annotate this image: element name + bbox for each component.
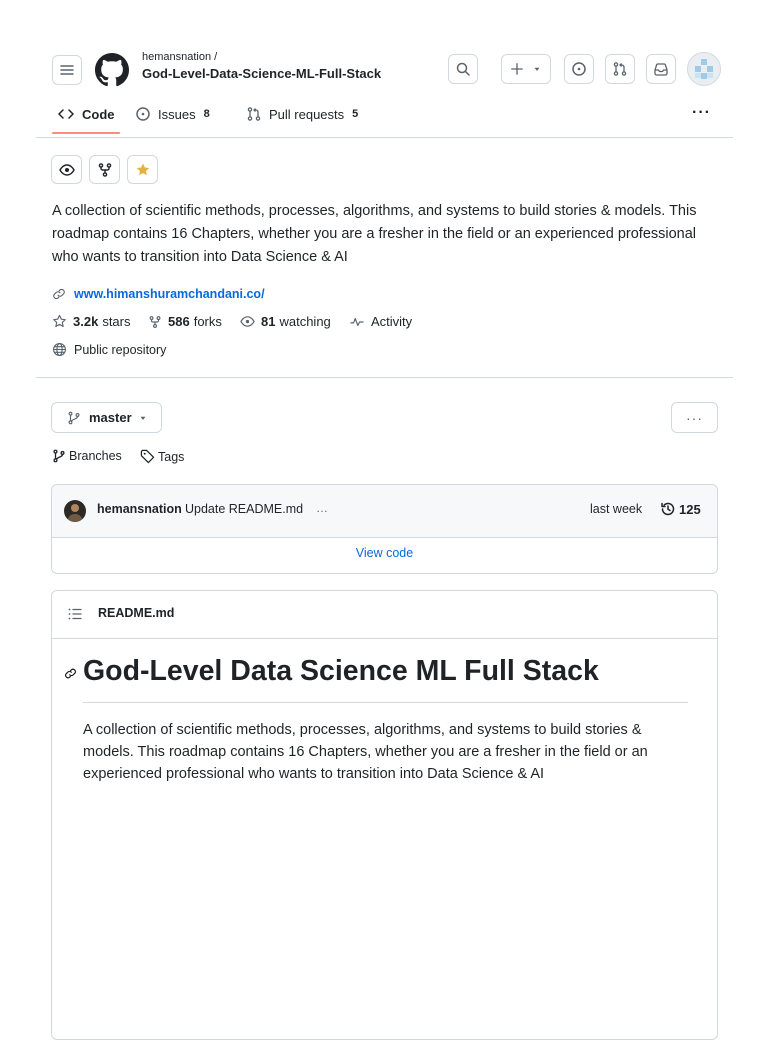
more-tabs-button[interactable]: ··· xyxy=(692,104,711,121)
avatar[interactable] xyxy=(687,52,721,86)
readme-title: God-Level Data Science ML Full Stack xyxy=(83,655,599,687)
repo-description: A collection of scientific methods, processes, algorithms, and systems to build stories & models. This roadmap contains 16 Chapters, whether you are a fresher in the field or an experienced professional who wants to transition into Data Science & AI xyxy=(52,203,697,265)
commit-message[interactable]: Update README.md xyxy=(185,502,304,516)
fork-button[interactable] xyxy=(89,155,120,184)
history-icon xyxy=(660,501,676,517)
watching-label: watching xyxy=(279,314,331,329)
commit-author[interactable]: hemansnation xyxy=(97,502,182,516)
branch-name: master xyxy=(89,410,132,425)
watching-link[interactable] xyxy=(240,314,331,329)
eye-icon xyxy=(59,162,75,178)
inbox-icon xyxy=(653,61,669,77)
tab-pull-requests[interactable] xyxy=(246,106,358,122)
search-icon xyxy=(455,61,471,77)
triangle-down-icon xyxy=(532,64,542,74)
kebab-horizontal-icon: ··· xyxy=(686,409,703,426)
latest-commit-box xyxy=(51,484,718,574)
tab-pull-requests-label: Pull requests xyxy=(269,106,345,122)
website-link[interactable]: www.himanshuramchandani.co/ xyxy=(74,287,265,301)
issue-opened-icon xyxy=(135,106,151,122)
git-branch-icon xyxy=(67,411,81,425)
branches-link[interactable] xyxy=(52,449,122,463)
tab-issues-label: Issues xyxy=(158,106,196,122)
create-new-button[interactable] xyxy=(501,54,551,84)
about-divider xyxy=(36,377,733,378)
pull-requests-counter: 5 xyxy=(352,108,359,120)
tab-issues[interactable] xyxy=(135,106,210,122)
link-icon xyxy=(52,287,66,301)
more-options-button[interactable] xyxy=(671,402,718,433)
forks-link[interactable] xyxy=(148,314,222,329)
readme-filename[interactable]: README.md xyxy=(98,606,175,620)
stars-label: stars xyxy=(102,314,131,329)
repo-forked-icon xyxy=(97,162,113,178)
visibility-label: Public repository xyxy=(74,342,167,357)
search-button[interactable] xyxy=(448,54,478,84)
list-unordered-icon xyxy=(67,606,83,622)
commit-expand-button[interactable]: … xyxy=(316,501,328,515)
commit-history-link[interactable] xyxy=(660,501,701,517)
readme-outline-button[interactable] xyxy=(67,606,83,622)
readme-title-rule xyxy=(83,702,688,703)
issues-counter: 8 xyxy=(203,108,210,120)
github-logo-icon[interactable] xyxy=(95,53,129,87)
hamburger-icon xyxy=(59,62,75,78)
repo-forked-icon xyxy=(148,315,162,329)
git-pull-request-icon xyxy=(612,61,628,77)
eye-icon xyxy=(240,314,255,329)
issues-button[interactable] xyxy=(564,54,594,84)
star-fill-icon xyxy=(135,162,151,178)
git-pull-request-icon xyxy=(246,106,262,122)
forks-count: 586 xyxy=(168,314,190,329)
issue-opened-icon xyxy=(571,61,587,77)
triangle-down-icon xyxy=(138,413,148,423)
commit-author-avatar[interactable] xyxy=(64,500,86,522)
readme-body: A collection of scientific methods, processes, algorithms, and systems to build stories & models. This roadmap contains 16 Chapters, whether you are a fresher in the field or an experienced professional who wants to transition into Data Science & AI xyxy=(83,722,648,782)
tags-link[interactable] xyxy=(140,449,184,464)
view-code-link[interactable]: View code xyxy=(355,546,414,560)
code-icon xyxy=(58,106,74,122)
visibility-row xyxy=(52,342,166,357)
branch-select-button[interactable] xyxy=(51,402,162,433)
heading-anchor-link[interactable] xyxy=(64,667,77,680)
tag-icon xyxy=(140,449,155,464)
branches-label: Branches xyxy=(69,449,122,463)
tab-selected-underline xyxy=(52,132,120,134)
globe-icon xyxy=(52,342,67,357)
commit-time: last week xyxy=(590,502,643,516)
readme-panel xyxy=(51,590,718,1040)
commit-count: 125 xyxy=(679,501,701,517)
watch-button[interactable] xyxy=(51,155,82,184)
watching-count: 81 xyxy=(261,314,276,329)
readme-header-divider xyxy=(52,638,717,639)
website-link-row[interactable] xyxy=(52,287,265,301)
stars-link[interactable] xyxy=(52,314,130,329)
git-branch-icon xyxy=(52,449,66,463)
tags-label: Tags xyxy=(158,449,185,464)
tab-code[interactable] xyxy=(58,106,115,122)
star-button[interactable] xyxy=(127,155,158,184)
pull-requests-button[interactable] xyxy=(605,54,635,84)
menu-button[interactable] xyxy=(52,55,82,85)
star-icon xyxy=(52,314,67,329)
inbox-button[interactable] xyxy=(646,54,676,84)
tab-code-label: Code xyxy=(82,106,115,122)
repo-owner-link[interactable]: hemansnation / xyxy=(142,51,218,63)
activity-label: Activity xyxy=(371,314,413,329)
link-icon xyxy=(64,667,77,680)
header-divider xyxy=(36,137,733,138)
plus-icon xyxy=(510,62,524,76)
activity-link[interactable] xyxy=(349,314,412,329)
repo-name-link[interactable]: God-Level-Data-Science-ML-Full-Stack xyxy=(142,66,382,81)
stars-count: 3.2k xyxy=(73,314,99,329)
forks-label: forks xyxy=(193,314,222,329)
pulse-icon xyxy=(349,315,365,329)
